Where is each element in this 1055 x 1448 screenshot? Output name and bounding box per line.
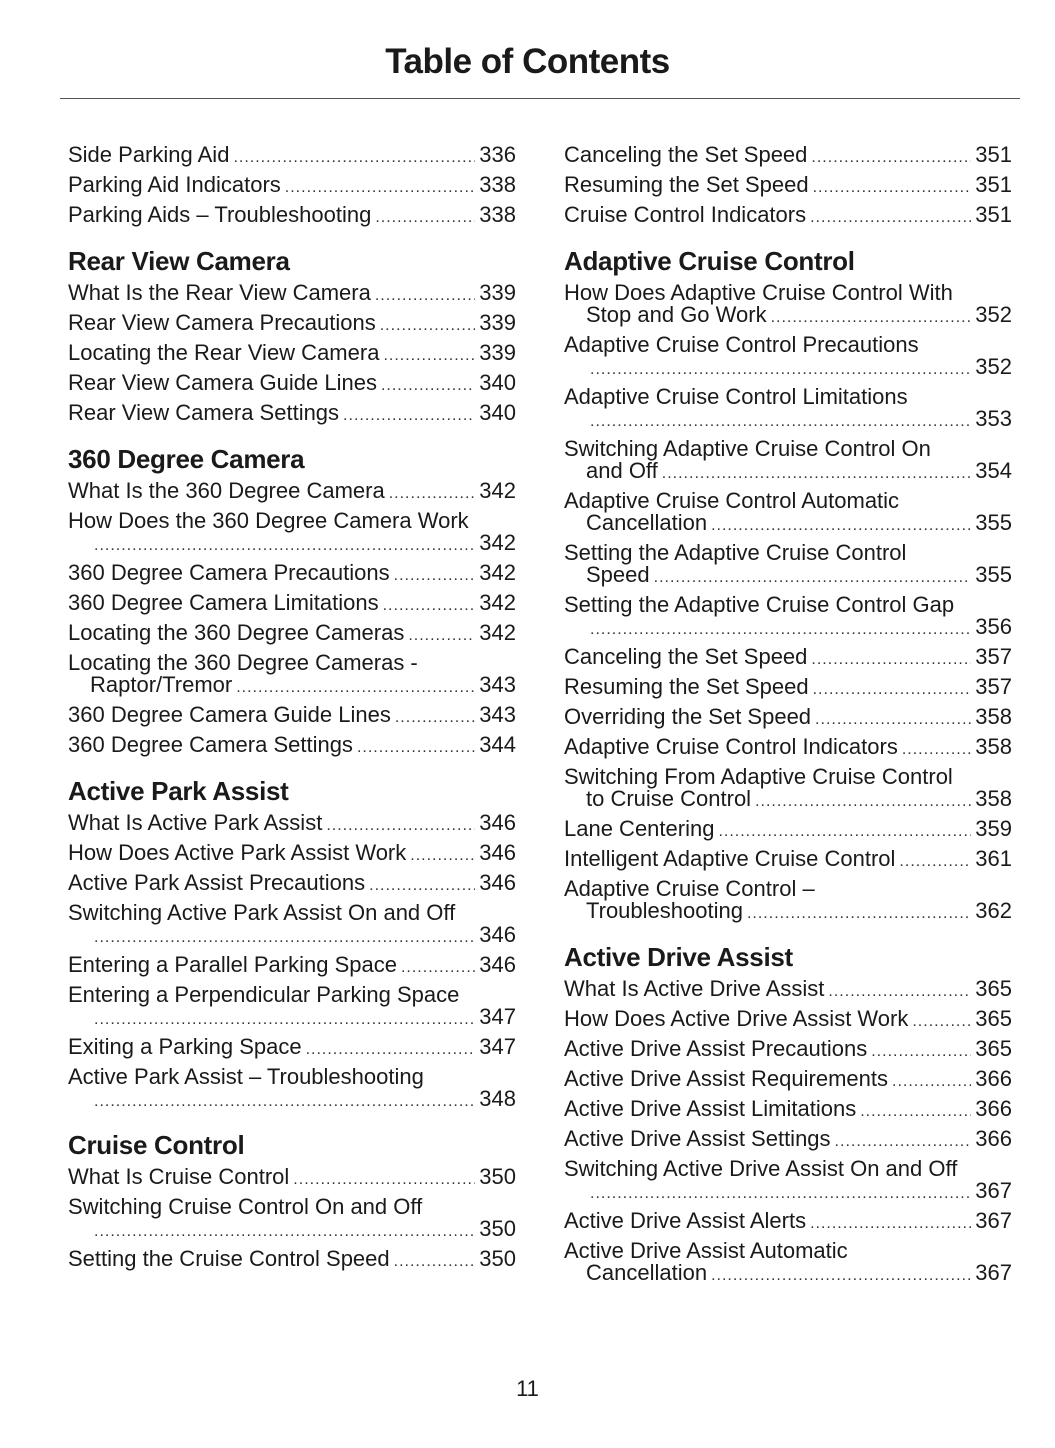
toc-entry-link[interactable]	[564, 1158, 1012, 1202]
dot-leader	[408, 625, 475, 647]
entry-page-number: 352	[975, 354, 1012, 379]
entry-page-number: 342	[479, 590, 516, 615]
dot-leader	[892, 1071, 971, 1093]
dot-leader	[810, 207, 971, 229]
toc-section	[68, 442, 516, 756]
toc-entry-link[interactable]	[564, 878, 1012, 922]
entry-title: Rear View Camera Settings	[68, 400, 340, 425]
entry-title: Active Park Assist Precautions	[68, 870, 366, 895]
dot-leader	[410, 845, 475, 867]
dot-leader	[389, 483, 476, 505]
dot-leader	[383, 595, 476, 617]
page-number: 11	[516, 1376, 539, 1401]
toc-entry-link[interactable]	[68, 342, 516, 364]
entry-page-number: 338	[479, 172, 516, 197]
toc-entry-link[interactable]	[68, 812, 516, 834]
entry-title: Adaptive Cruise Control –	[564, 876, 815, 901]
entry-title: Adaptive Cruise Control Automatic	[564, 488, 900, 513]
toc-entry-link[interactable]	[564, 490, 1012, 534]
toc-entry-link[interactable]	[564, 766, 1012, 810]
entry-title: 360 Degree Camera Limitations	[68, 590, 379, 615]
entry-title-continued: and Off	[586, 458, 658, 483]
dot-leader	[394, 1251, 476, 1273]
toc-section	[564, 244, 1012, 922]
entry-page-number: 367	[975, 1178, 1012, 1203]
entry-page-number: 357	[975, 674, 1012, 699]
toc-entry-link[interactable]	[564, 1098, 1012, 1120]
toc-entry-link[interactable]	[68, 372, 516, 394]
entry-page-number: 347	[479, 1034, 516, 1059]
entry-title: Resuming the Set Speed	[564, 172, 809, 197]
entry-page-number: 358	[975, 704, 1012, 729]
toc-entry-link[interactable]	[68, 902, 516, 946]
entry-page-number: 348	[479, 1086, 516, 1111]
entry-page-number: 357	[975, 644, 1012, 669]
dot-leader	[590, 411, 971, 433]
entry-title: Switching Active Drive Assist On and Off	[564, 1156, 958, 1181]
entry-page-number: 342	[479, 560, 516, 585]
toc-entry-link[interactable]	[564, 736, 1012, 758]
entry-title: 360 Degree Camera Settings	[68, 732, 353, 757]
entry-page-number: 339	[479, 280, 516, 305]
entry-title: Overriding the Set Speed	[564, 704, 812, 729]
entry-title: How Does Adaptive Cruise Control With	[564, 280, 953, 305]
dot-leader	[654, 567, 972, 589]
entry-page-number: 355	[975, 510, 1012, 535]
toc-column-right	[564, 144, 1012, 1302]
toc-entry-link[interactable]	[68, 1196, 516, 1240]
entry-title: What Is Cruise Control	[68, 1164, 290, 1189]
entry-page-number: 365	[975, 976, 1012, 1001]
entry-page-number: 367	[975, 1260, 1012, 1285]
toc-entry-link[interactable]	[564, 1068, 1012, 1090]
entry-continuation	[68, 1218, 516, 1240]
toc-entry-link[interactable]	[564, 978, 1012, 1000]
toc-entry-link[interactable]	[68, 402, 516, 424]
entry-continuation	[68, 674, 516, 696]
entry-title-continued: Cancellation	[586, 1260, 708, 1285]
toc-section	[68, 1128, 516, 1270]
entry-title: How Does Active Drive Assist Work	[564, 1006, 909, 1031]
dot-leader	[590, 359, 971, 381]
entry-page-number: 342	[479, 478, 516, 503]
toc-entry-link[interactable]	[68, 704, 516, 726]
toc-entry-link[interactable]	[564, 174, 1012, 196]
toc-entry-link[interactable]	[564, 386, 1012, 430]
toc-entry-link[interactable]	[68, 734, 516, 756]
entry-title: Active Drive Assist Limitations	[564, 1096, 857, 1121]
toc-entry-link[interactable]	[68, 510, 516, 554]
section-heading: Rear View Camera	[68, 246, 290, 276]
entry-page-number: 342	[479, 620, 516, 645]
dot-leader	[711, 1265, 971, 1287]
entry-page-number: 353	[975, 406, 1012, 431]
toc-entry-link[interactable]	[564, 438, 1012, 482]
entry-continuation	[564, 512, 1012, 534]
toc-entry-link[interactable]	[564, 1128, 1012, 1150]
section-heading: Active Drive Assist	[564, 942, 793, 972]
toc-entry-link[interactable]	[564, 334, 1012, 378]
entry-continuation	[564, 460, 1012, 482]
entry-title: Adaptive Cruise Control Precautions	[564, 332, 919, 357]
section-heading: Cruise Control	[68, 1130, 245, 1160]
toc-entry-link[interactable]	[564, 676, 1012, 698]
entry-page-number: 346	[479, 922, 516, 947]
dot-leader	[835, 1131, 972, 1153]
entry-page-number: 343	[479, 702, 516, 727]
entry-page-number: 352	[975, 302, 1012, 327]
entry-continuation	[564, 304, 1012, 326]
entry-title: What Is Active Drive Assist	[564, 976, 825, 1001]
toc-entry-link[interactable]	[68, 1248, 516, 1270]
entry-page-number: 366	[975, 1126, 1012, 1151]
dot-leader	[590, 619, 971, 641]
dot-leader	[94, 535, 475, 557]
entry-title: Canceling the Set Speed	[564, 142, 808, 167]
dot-leader	[813, 679, 972, 701]
dot-leader	[811, 649, 971, 671]
entry-page-number: 350	[479, 1246, 516, 1271]
section-heading: Adaptive Cruise Control	[564, 246, 855, 276]
toc-entry-link[interactable]	[68, 954, 516, 976]
dot-leader	[94, 1091, 475, 1113]
entry-title: How Does the 360 Degree Camera Work	[68, 508, 469, 533]
dot-leader	[401, 957, 475, 979]
entry-title: Lane Centering	[564, 816, 715, 841]
entry-page-number: 355	[975, 562, 1012, 587]
toc-entry-link[interactable]	[564, 646, 1012, 668]
entry-page-number: 339	[479, 340, 516, 365]
entry-title: Active Park Assist – Troubleshooting	[68, 1064, 424, 1089]
entry-title: How Does Active Park Assist Work	[68, 840, 407, 865]
dot-leader	[899, 851, 971, 873]
dot-leader	[912, 1011, 971, 1033]
dot-leader	[718, 821, 971, 843]
dot-leader	[811, 147, 971, 169]
entry-title: Canceling the Set Speed	[564, 644, 808, 669]
entry-page-number: 344	[479, 732, 516, 757]
entry-continuation	[564, 1180, 1012, 1202]
dot-leader	[395, 707, 475, 729]
entry-title: Setting the Adaptive Cruise Control Gap	[564, 592, 955, 617]
entry-page-number: 351	[975, 202, 1012, 227]
entry-page-number: 351	[975, 172, 1012, 197]
entry-page-number: 350	[479, 1164, 516, 1189]
entry-title: 360 Degree Camera Guide Lines	[68, 702, 391, 727]
dot-leader	[394, 565, 476, 587]
entry-title: Adaptive Cruise Control Indicators	[564, 734, 898, 759]
toc-entry-link[interactable]	[68, 652, 516, 696]
entry-title: Switching Adaptive Cruise Control On	[564, 436, 931, 461]
dot-leader	[871, 1041, 971, 1063]
section-heading: Active Park Assist	[68, 776, 289, 806]
toc-section	[68, 144, 516, 226]
section-heading: 360 Degree Camera	[68, 444, 305, 474]
entry-continuation	[564, 1262, 1012, 1284]
toc-entry-link[interactable]	[68, 842, 516, 864]
dot-leader	[590, 1183, 971, 1205]
dot-leader	[662, 463, 972, 485]
entry-title: What Is the Rear View Camera	[68, 280, 371, 305]
toc-entry-link[interactable]	[564, 542, 1012, 586]
entry-title: Active Drive Assist Automatic	[564, 1238, 848, 1263]
dot-leader	[369, 875, 475, 897]
entry-page-number: 365	[975, 1006, 1012, 1031]
entry-page-number: 365	[975, 1036, 1012, 1061]
toc-section	[68, 774, 516, 1110]
dot-leader	[285, 177, 476, 199]
toc-entry-link[interactable]	[68, 1036, 516, 1058]
toc-section	[564, 940, 1012, 1284]
entry-continuation	[68, 1006, 516, 1028]
entry-continuation	[564, 900, 1012, 922]
toc-entry-link[interactable]	[564, 594, 1012, 638]
dot-leader	[828, 981, 971, 1003]
dot-leader	[771, 307, 972, 329]
entry-page-number: 339	[479, 310, 516, 335]
entry-title-continued: to Cruise Control	[586, 786, 752, 811]
dot-leader	[94, 1221, 475, 1243]
dot-leader	[233, 147, 475, 169]
toc-entry-link[interactable]	[68, 984, 516, 1028]
entry-page-number: 354	[975, 458, 1012, 483]
dot-leader	[236, 677, 475, 699]
toc-entry-link[interactable]	[68, 144, 516, 166]
entry-page-number: 346	[479, 870, 516, 895]
toc-section	[68, 244, 516, 424]
entry-page-number: 347	[479, 1004, 516, 1029]
entry-title: Exiting a Parking Space	[68, 1034, 302, 1059]
entry-title: Setting the Cruise Control Speed	[68, 1246, 390, 1271]
entry-title-continued: Raptor/Tremor	[90, 672, 233, 697]
entry-title: Cruise Control Indicators	[564, 202, 807, 227]
entry-title-continued: Stop and Go Work	[586, 302, 767, 327]
entry-title: Parking Aid Indicators	[68, 172, 281, 197]
dot-leader	[711, 515, 971, 537]
dot-leader	[94, 1009, 475, 1031]
entry-title-continued: Troubleshooting	[586, 898, 743, 923]
entry-page-number: 340	[479, 400, 516, 425]
dot-leader	[902, 739, 971, 761]
dot-leader	[343, 405, 475, 427]
entry-continuation	[564, 356, 1012, 378]
entry-title: Parking Aids – Troubleshooting	[68, 202, 372, 227]
toc-entry-link[interactable]	[564, 1210, 1012, 1232]
dot-leader	[380, 315, 476, 337]
toc-entry-link[interactable]	[564, 204, 1012, 226]
entry-page-number: 346	[479, 952, 516, 977]
entry-page-number: 342	[479, 530, 516, 555]
entry-page-number: 346	[479, 840, 516, 865]
entry-continuation	[564, 788, 1012, 810]
entry-continuation	[68, 924, 516, 946]
dot-leader	[747, 903, 971, 925]
dot-leader	[381, 375, 475, 397]
dot-leader	[383, 345, 475, 367]
entry-page-number: 338	[479, 202, 516, 227]
toc-entry-link[interactable]	[68, 480, 516, 502]
toc-column-left	[68, 144, 516, 1288]
entry-page-number: 366	[975, 1096, 1012, 1121]
entry-title: What Is the 360 Degree Camera	[68, 478, 385, 503]
entry-title: Switching Active Park Assist On and Off	[68, 900, 456, 925]
dot-leader	[860, 1101, 971, 1123]
dot-leader	[755, 791, 971, 813]
entry-continuation	[564, 616, 1012, 638]
entry-continuation	[68, 1088, 516, 1110]
toc-entry-link[interactable]	[564, 1240, 1012, 1284]
toc-entry-link[interactable]	[564, 706, 1012, 728]
toc-entry-link[interactable]	[68, 622, 516, 644]
entry-title: Setting the Adaptive Cruise Control	[564, 540, 907, 565]
toc-entry-link[interactable]	[68, 872, 516, 894]
entry-continuation	[564, 408, 1012, 430]
entry-page-number: 343	[479, 672, 516, 697]
entry-title: Active Drive Assist Settings	[564, 1126, 831, 1151]
entry-continuation	[68, 532, 516, 554]
entry-page-number: 340	[479, 370, 516, 395]
toc-entry-link[interactable]	[564, 818, 1012, 840]
dot-leader	[375, 207, 475, 229]
entry-page-number: 356	[975, 614, 1012, 639]
entry-title: Intelligent Adaptive Cruise Control	[564, 846, 896, 871]
entry-title: Entering a Perpendicular Parking Space	[68, 982, 460, 1007]
toc-entry-link[interactable]	[68, 174, 516, 196]
dot-leader	[326, 815, 475, 837]
toc-entry-link[interactable]	[68, 562, 516, 584]
entry-page-number: 358	[975, 734, 1012, 759]
toc-entry-link[interactable]	[564, 144, 1012, 166]
entry-continuation	[564, 564, 1012, 586]
entry-title: Active Drive Assist Alerts	[564, 1208, 807, 1233]
toc-entry-link[interactable]	[68, 204, 516, 226]
entry-title: Switching From Adaptive Cruise Control	[564, 764, 953, 789]
entry-page-number: 362	[975, 898, 1012, 923]
toc-entry-link[interactable]	[564, 848, 1012, 870]
entry-title: Resuming the Set Speed	[564, 674, 809, 699]
toc-entry-link[interactable]	[564, 1008, 1012, 1030]
dot-leader	[815, 709, 971, 731]
entry-title: Locating the 360 Degree Cameras	[68, 620, 405, 645]
entry-page-number: 351	[975, 142, 1012, 167]
entry-page-number: 350	[479, 1216, 516, 1241]
entry-title: 360 Degree Camera Precautions	[68, 560, 390, 585]
entry-title: Active Drive Assist Requirements	[564, 1066, 888, 1091]
toc-entry-link[interactable]	[68, 312, 516, 334]
dot-leader	[293, 1169, 475, 1191]
entry-title: Rear View Camera Precautions	[68, 310, 376, 335]
entry-title: Side Parking Aid	[68, 142, 230, 167]
entry-page-number: 336	[479, 142, 516, 167]
dot-leader	[306, 1039, 476, 1061]
entry-title: Locating the Rear View Camera	[68, 340, 380, 365]
entry-title-continued: Cancellation	[586, 510, 708, 535]
toc-entry-link[interactable]	[68, 1166, 516, 1188]
dot-leader	[810, 1213, 971, 1235]
dot-leader	[813, 177, 972, 199]
toc-entry-link[interactable]	[68, 1066, 516, 1110]
title-divider	[60, 98, 1020, 99]
toc-entry-link[interactable]	[68, 592, 516, 614]
page-title: Table of Contents	[385, 42, 670, 81]
entry-page-number: 358	[975, 786, 1012, 811]
entry-page-number: 366	[975, 1066, 1012, 1091]
entry-title: Active Drive Assist Precautions	[564, 1036, 868, 1061]
entry-title: Entering a Parallel Parking Space	[68, 952, 397, 977]
entry-title: What Is Active Park Assist	[68, 810, 323, 835]
toc-entry-link[interactable]	[68, 282, 516, 304]
entry-page-number: 361	[975, 846, 1012, 871]
dot-leader	[94, 927, 475, 949]
entry-title: Switching Cruise Control On and Off	[68, 1194, 423, 1219]
dot-leader	[357, 737, 475, 759]
entry-page-number: 346	[479, 810, 516, 835]
toc-section	[564, 144, 1012, 226]
entry-title: Adaptive Cruise Control Limitations	[564, 384, 908, 409]
entry-title: Locating the 360 Degree Cameras -	[68, 650, 418, 675]
toc-entry-link[interactable]	[564, 282, 1012, 326]
toc-entry-link[interactable]	[564, 1038, 1012, 1060]
entry-page-number: 359	[975, 816, 1012, 841]
dot-leader	[375, 285, 475, 307]
entry-page-number: 367	[975, 1208, 1012, 1233]
entry-title-continued: Speed	[586, 562, 650, 587]
entry-title: Rear View Camera Guide Lines	[68, 370, 377, 395]
